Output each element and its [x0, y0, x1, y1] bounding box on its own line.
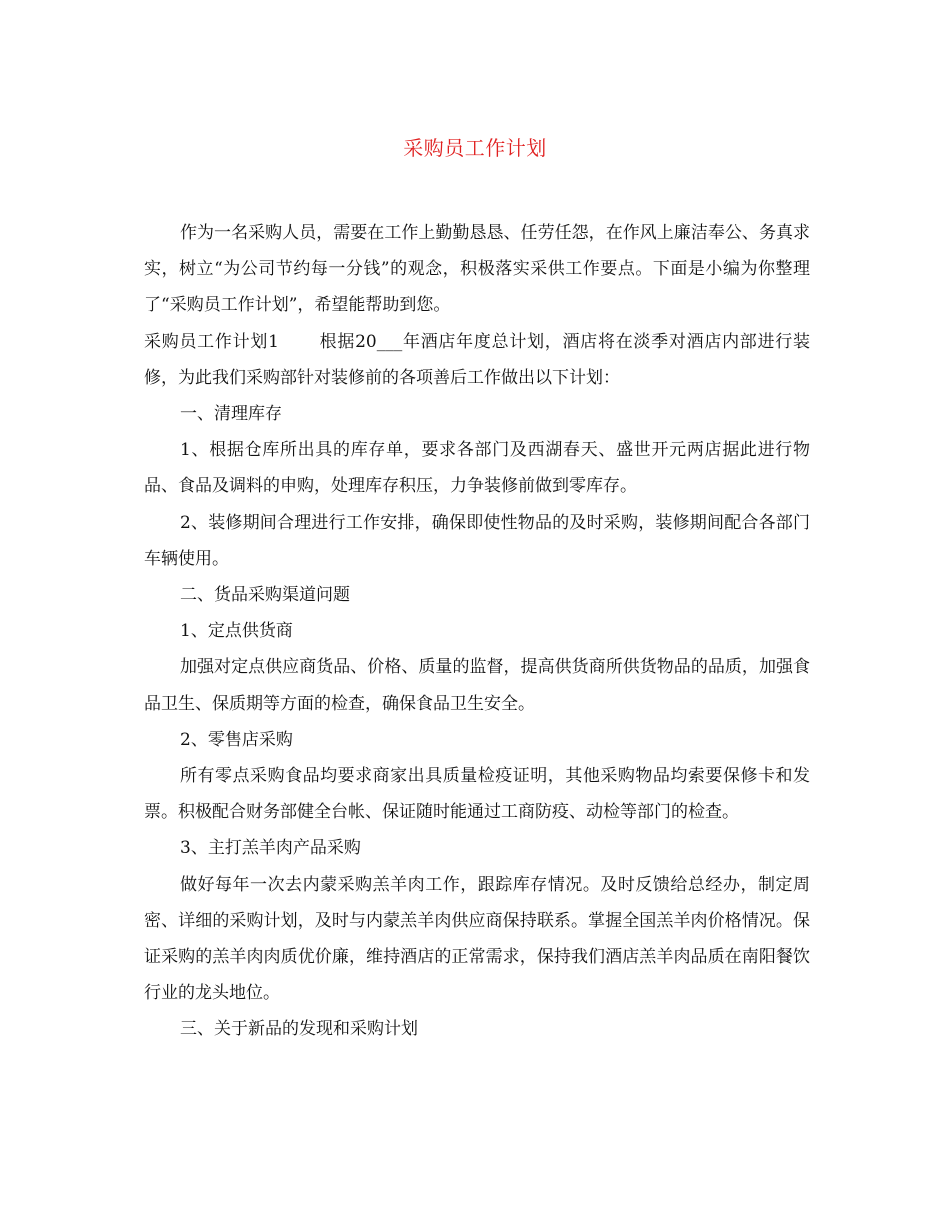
document-title: 采购员工作计划 — [403, 136, 547, 160]
section-heading-3: 三、关于新品的发现和采购计划 — [180, 1019, 418, 1040]
document-body — [144, 215, 810, 1048]
subheading-2-2: 2、零售店采购 — [180, 729, 293, 750]
paragraph-2-2: 所有零点采购食品均要求商家出具质量检疫证明，其他采购物品均索要保修卡和发票。积极配合财务部健全台帐、保证随时能通过工商防疫、动检等部门的检查。 — [144, 766, 810, 823]
paragraph-2-3: 做好每年一次去内蒙采购羔羊肉工作，跟踪库存情况。及时反馈给总经办，制定周密、详细的采购计划，及时与内蒙羔羊肉供应商保持联系。掌握全国羔羊肉价格情况。保证采购的羔羊肉肉质优价廉，维持酒店的正常需求，保持我们酒店羔羊肉品质在南阳餐饮行业的龙头地位。 — [144, 874, 810, 1004]
paragraph-intro: 作为一名采购人员，需要在工作上勤勤恳恳、任劳任怨，在作风上廉洁奉公、务真求实，树立“为公司节约每一分钱”的观念，积极落实采供工作要点。下面是小编为你整理了“采购员工作计划”，希望能帮助到您。 — [144, 223, 810, 316]
section-heading-1: 一、清理库存 — [180, 404, 282, 425]
section-heading-2: 二、货品采购渠道问题 — [180, 585, 350, 606]
paragraph-plan-1 — [144, 324, 810, 396]
plan-intro: 根据20___年酒店年度总计划，酒店将在淡季对酒店内部进行装修，为此我们采购部针对装修前的各项善后工作做出以下计划： — [144, 331, 810, 388]
subheading-2-1: 1、定点供货商 — [180, 621, 293, 642]
plan-heading: 采购员工作计划1 — [144, 331, 279, 352]
paragraph-2-1: 加强对定点供应商货品、价格、质量的监督，提高供货商所供货物品的品质，加强食品卫生、保质期等方面的检查，确保食品卫生安全。 — [144, 657, 810, 714]
paragraph-1-1: 1、根据仓库所出具的库存单，要求各部门及西湖春天、盛世开元两店据此进行物品、食品及调料的申购，处理库存积压，力争装修前做到零库存。 — [144, 440, 810, 497]
subheading-2-3: 3、主打羔羊肉产品采购 — [180, 838, 361, 859]
paragraph-1-2: 2、装修期间合理进行工作安排，确保即使性物品的及时采购，装修期间配合各部门车辆使用。 — [144, 512, 810, 569]
